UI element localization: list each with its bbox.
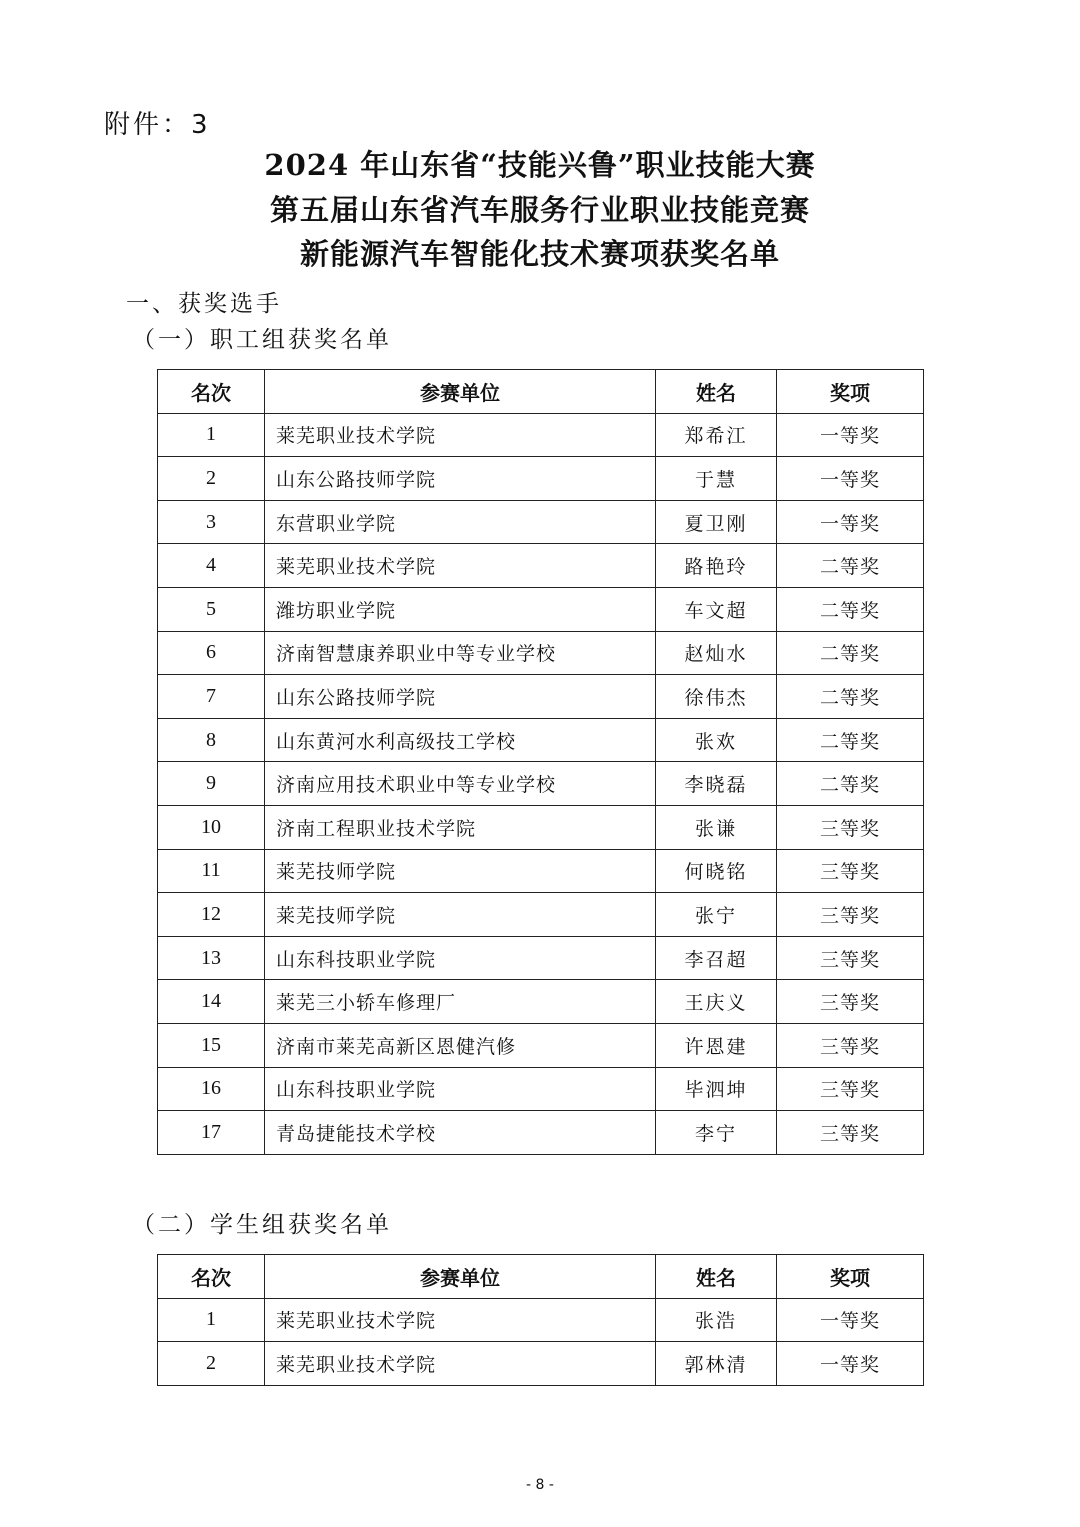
unit-cell: 青岛捷能技术学校 xyxy=(265,1111,656,1155)
header-rank: 名次 xyxy=(158,370,265,414)
staff-group-table xyxy=(157,369,924,1155)
rank-cell: 3 xyxy=(158,500,265,544)
table-row xyxy=(158,762,924,806)
rank-cell: 14 xyxy=(158,980,265,1024)
name-cell: 毕泗坤 xyxy=(656,1067,777,1111)
table-row xyxy=(158,413,924,457)
award-cell: 一等奖 xyxy=(777,500,924,544)
award-cell: 二等奖 xyxy=(777,631,924,675)
table-row xyxy=(158,1023,924,1067)
unit-cell: 莱芜职业技术学院 xyxy=(265,1298,656,1342)
staff-group-heading: （一）职工组获奖名单 xyxy=(132,327,392,353)
unit-cell: 济南工程职业技术学院 xyxy=(265,805,656,849)
unit-cell: 济南智慧康养职业中等专业学校 xyxy=(265,631,656,675)
name-cell: 何晓铭 xyxy=(656,849,777,893)
name-cell: 郭林清 xyxy=(656,1342,777,1386)
table-row xyxy=(158,544,924,588)
award-cell: 一等奖 xyxy=(777,1342,924,1386)
rank-cell: 2 xyxy=(158,457,265,501)
name-cell: 于慧 xyxy=(656,457,777,501)
award-cell: 二等奖 xyxy=(777,544,924,588)
document-title-line-2: 第五届山东省汽车服务行业职业技能竞赛 xyxy=(269,193,810,227)
rank-cell: 6 xyxy=(158,631,265,675)
unit-cell: 山东公路技师学院 xyxy=(265,457,656,501)
unit-cell: 山东科技职业学院 xyxy=(265,936,656,980)
rank-cell: 8 xyxy=(158,718,265,762)
name-cell: 赵灿水 xyxy=(656,631,777,675)
name-cell: 路艳玲 xyxy=(656,544,777,588)
header-name: 姓名 xyxy=(656,370,777,414)
unit-cell: 潍坊职业学院 xyxy=(265,587,656,631)
header-unit: 参赛单位 xyxy=(265,1255,656,1299)
rank-cell: 17 xyxy=(158,1111,265,1155)
award-cell: 三等奖 xyxy=(777,1023,924,1067)
attachment-label: 附件：3 xyxy=(104,110,211,140)
unit-cell: 山东黄河水利高级技工学校 xyxy=(265,718,656,762)
table-row xyxy=(158,849,924,893)
table-row xyxy=(158,1111,924,1155)
unit-cell: 莱芜职业技术学院 xyxy=(265,544,656,588)
page-number: - 8 - xyxy=(526,1477,554,1493)
unit-cell: 济南市莱芜高新区恩健汽修 xyxy=(265,1023,656,1067)
award-cell: 一等奖 xyxy=(777,1298,924,1342)
header-rank: 名次 xyxy=(158,1255,265,1299)
award-cell: 二等奖 xyxy=(777,587,924,631)
table-row xyxy=(158,805,924,849)
table-header-row xyxy=(158,1255,924,1299)
unit-cell: 山东科技职业学院 xyxy=(265,1067,656,1111)
name-cell: 李召超 xyxy=(656,936,777,980)
award-cell: 二等奖 xyxy=(777,762,924,806)
rank-cell: 4 xyxy=(158,544,265,588)
table-row xyxy=(158,1342,924,1386)
table-header-row xyxy=(158,370,924,414)
name-cell: 张宁 xyxy=(656,893,777,937)
award-cell: 三等奖 xyxy=(777,805,924,849)
rank-cell: 1 xyxy=(158,413,265,457)
award-cell: 三等奖 xyxy=(777,1067,924,1111)
document-title-line-1: 2024 年山东省“技能兴鲁”职业技能大赛 xyxy=(264,148,816,182)
table-row xyxy=(158,500,924,544)
name-cell: 李宁 xyxy=(656,1111,777,1155)
table-row xyxy=(158,1298,924,1342)
unit-cell: 莱芜职业技术学院 xyxy=(265,413,656,457)
award-cell: 一等奖 xyxy=(777,413,924,457)
award-cell: 二等奖 xyxy=(777,718,924,762)
table-row xyxy=(158,893,924,937)
award-cell: 三等奖 xyxy=(777,936,924,980)
rank-cell: 16 xyxy=(158,1067,265,1111)
table-row xyxy=(158,980,924,1024)
header-award: 奖项 xyxy=(777,1255,924,1299)
unit-cell: 山东公路技师学院 xyxy=(265,675,656,719)
unit-cell: 莱芜职业技术学院 xyxy=(265,1342,656,1386)
rank-cell: 11 xyxy=(158,849,265,893)
unit-cell: 莱芜三小轿车修理厂 xyxy=(265,980,656,1024)
table-row xyxy=(158,936,924,980)
rank-cell: 1 xyxy=(158,1298,265,1342)
unit-cell: 东营职业学院 xyxy=(265,500,656,544)
table-row xyxy=(158,587,924,631)
student-group-heading: （二）学生组获奖名单 xyxy=(132,1212,392,1238)
header-unit: 参赛单位 xyxy=(265,370,656,414)
unit-cell: 莱芜技师学院 xyxy=(265,849,656,893)
name-cell: 夏卫刚 xyxy=(656,500,777,544)
table-row xyxy=(158,631,924,675)
table-row xyxy=(158,457,924,501)
name-cell: 徐伟杰 xyxy=(656,675,777,719)
name-cell: 郑希江 xyxy=(656,413,777,457)
section-heading-winners: 一、获奖选手 xyxy=(126,291,282,317)
table-row xyxy=(158,675,924,719)
header-award: 奖项 xyxy=(777,370,924,414)
name-cell: 李晓磊 xyxy=(656,762,777,806)
name-cell: 车文超 xyxy=(656,587,777,631)
header-name: 姓名 xyxy=(656,1255,777,1299)
award-cell: 三等奖 xyxy=(777,893,924,937)
table-row xyxy=(158,718,924,762)
rank-cell: 15 xyxy=(158,1023,265,1067)
table-row xyxy=(158,1067,924,1111)
unit-cell: 莱芜技师学院 xyxy=(265,893,656,937)
rank-cell: 9 xyxy=(158,762,265,806)
unit-cell: 济南应用技术职业中等专业学校 xyxy=(265,762,656,806)
award-cell: 一等奖 xyxy=(777,457,924,501)
rank-cell: 5 xyxy=(158,587,265,631)
rank-cell: 13 xyxy=(158,936,265,980)
award-cell: 三等奖 xyxy=(777,849,924,893)
document-title-line-3: 新能源汽车智能化技术赛项获奖名单 xyxy=(299,237,780,271)
name-cell: 王庆义 xyxy=(656,980,777,1024)
student-group-table xyxy=(157,1254,924,1386)
name-cell: 张谦 xyxy=(656,805,777,849)
award-cell: 三等奖 xyxy=(777,1111,924,1155)
name-cell: 张浩 xyxy=(656,1298,777,1342)
rank-cell: 7 xyxy=(158,675,265,719)
rank-cell: 12 xyxy=(158,893,265,937)
rank-cell: 2 xyxy=(158,1342,265,1386)
name-cell: 许恩建 xyxy=(656,1023,777,1067)
name-cell: 张欢 xyxy=(656,718,777,762)
award-cell: 三等奖 xyxy=(777,980,924,1024)
rank-cell: 10 xyxy=(158,805,265,849)
award-cell: 二等奖 xyxy=(777,675,924,719)
